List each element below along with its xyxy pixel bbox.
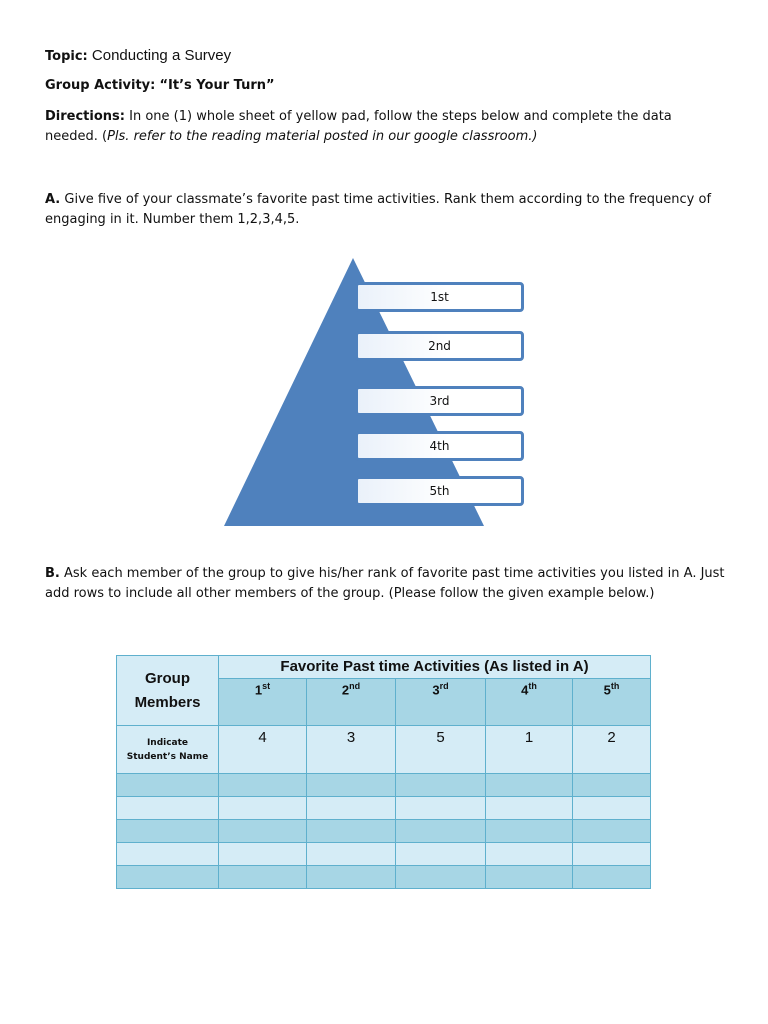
rank-header-5-num: 5	[603, 682, 611, 698]
blank-cell	[307, 820, 396, 843]
blank-cell	[486, 866, 573, 889]
blank-cell	[396, 843, 486, 866]
rank-header-2-num: 2	[341, 682, 350, 698]
group-members-header-line1: Group	[145, 669, 190, 687]
blank-cell	[219, 797, 307, 820]
rank-header-4-num: 4	[521, 682, 529, 698]
blank-cell	[307, 797, 396, 820]
rank-header-3-num: 3	[432, 682, 440, 698]
blank-cell	[486, 843, 573, 866]
rank-header-3-suffix: rd	[439, 681, 449, 691]
rank-header-4	[486, 679, 573, 726]
section-a-text: Give five of your classmate’s favorite past time activities. Rank them according to the frequency of engaging in it. Number them 1,2,3,4,5.	[45, 192, 712, 227]
blank-cell	[307, 843, 396, 866]
blank-cell	[307, 866, 396, 889]
example-row	[117, 726, 651, 774]
blank-row	[117, 774, 651, 797]
section-b-paragraph	[45, 564, 725, 604]
blank-cell	[117, 774, 219, 797]
blank-cell	[117, 797, 219, 820]
section-a-paragraph	[45, 190, 725, 230]
activity-label: Group Activity:	[45, 78, 156, 93]
section-b-label: B.	[45, 566, 60, 581]
blank-cell	[396, 797, 486, 820]
blank-cell	[573, 774, 651, 797]
example-name-cell	[117, 726, 219, 774]
blank-cell	[117, 820, 219, 843]
directions-paragraph	[45, 107, 725, 147]
example-name-line1: Indicate	[146, 737, 189, 748]
blank-cell	[117, 843, 219, 866]
pyramid-level-3: 3rd	[355, 386, 524, 416]
activity-line	[45, 76, 725, 96]
blank-row	[117, 820, 651, 843]
blank-cell	[573, 843, 651, 866]
activities-header: Favorite Past time Activities (As listed in A)	[219, 656, 651, 679]
directions-text: In one (1) whole sheet of yellow pad, follow the steps below and complete the data needed. (	[45, 109, 672, 144]
rank-header-3	[396, 679, 486, 726]
blank-cell	[396, 866, 486, 889]
topic-line	[45, 46, 725, 67]
directions-italic-note: Pls. refer to the reading material posted in our google classroom.)	[107, 129, 538, 144]
topic-value: Conducting a Survey	[91, 47, 232, 64]
blank-cell	[486, 797, 573, 820]
rank-header-1-num: 1	[254, 682, 263, 698]
example-name-line2: Student’s Name	[126, 751, 209, 762]
topic-label: Topic:	[45, 49, 88, 64]
group-members-header	[117, 656, 219, 726]
pyramid-level-2: 2nd	[355, 331, 524, 361]
blank-cell	[486, 774, 573, 797]
example-rank-5th: 2	[573, 726, 651, 774]
blank-cell	[117, 866, 219, 889]
blank-row	[117, 866, 651, 889]
blank-cell	[486, 820, 573, 843]
rank-header-2	[307, 679, 396, 726]
rank-header-5	[573, 679, 651, 726]
example-rank-1st: 4	[219, 726, 307, 774]
blank-cell	[307, 774, 396, 797]
blank-cell	[573, 797, 651, 820]
blank-cell	[573, 820, 651, 843]
blank-cell	[219, 820, 307, 843]
rank-header-5-suffix: th	[610, 681, 620, 691]
survey-table	[116, 655, 651, 889]
activity-value: “It’s Your Turn”	[159, 78, 275, 93]
pyramid-level-5: 5th	[355, 476, 524, 506]
blank-cell	[573, 866, 651, 889]
section-a-label: A.	[45, 192, 61, 207]
blank-cell	[396, 820, 486, 843]
blank-cell	[219, 843, 307, 866]
section-b-text: Ask each member of the group to give his/her rank of favorite past time activities you listed in A. Just add rows to include all other members of the group. (Please follow the given example below.)	[45, 566, 725, 601]
pyramid-level-1: 1st	[355, 282, 524, 312]
blank-cell	[219, 866, 307, 889]
example-rank-2nd: 3	[307, 726, 396, 774]
rank-header-1	[219, 679, 307, 726]
blank-row	[117, 843, 651, 866]
rank-header-1-suffix: st	[262, 681, 271, 691]
blank-cell	[219, 774, 307, 797]
blank-cell	[396, 774, 486, 797]
example-rank-4th: 1	[486, 726, 573, 774]
pyramid-level-4: 4th	[355, 431, 524, 461]
directions-label: Directions:	[45, 109, 125, 124]
blank-row	[117, 797, 651, 820]
rank-header-4-suffix: th	[528, 681, 537, 691]
group-members-header-line2: Members	[134, 693, 201, 711]
example-rank-3rd: 5	[396, 726, 486, 774]
rank-header-2-suffix: nd	[349, 681, 361, 691]
